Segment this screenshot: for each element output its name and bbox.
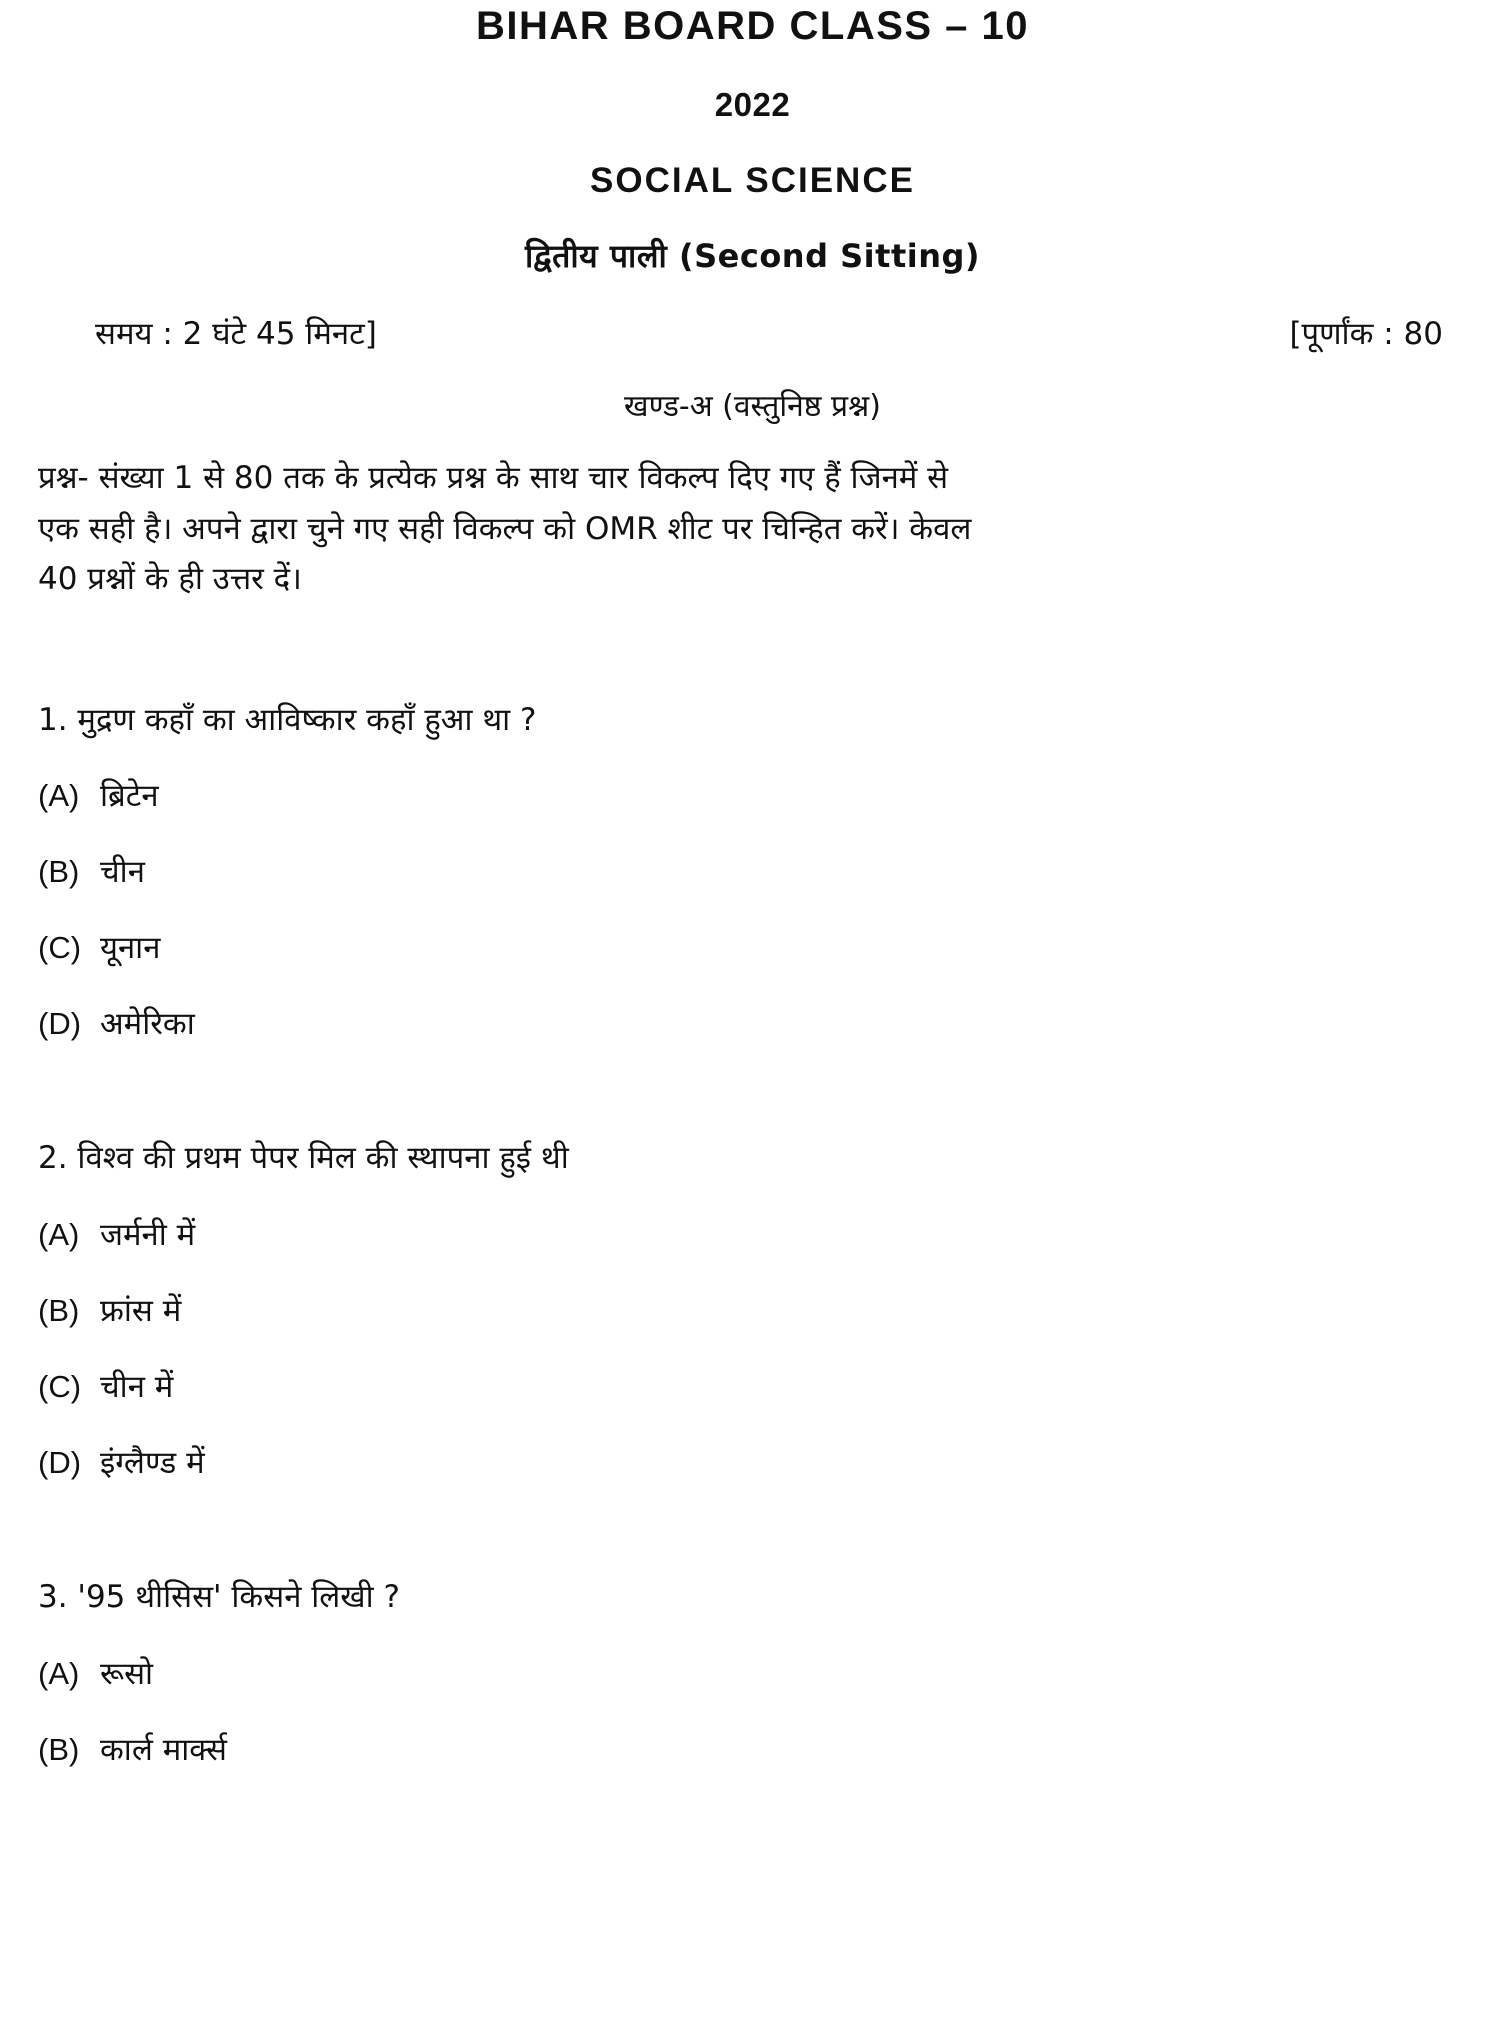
option-text: यूनान [100, 930, 161, 967]
option-key: (D) [38, 1445, 82, 1481]
option-item[interactable] [38, 1693, 1475, 1769]
question-block [38, 605, 1475, 1044]
option-item[interactable] [38, 1617, 1475, 1693]
option-item[interactable] [38, 1254, 1475, 1330]
option-text: अमेरिका [100, 1006, 195, 1043]
exam-sitting: द्वितीय पाली (Second Sitting) [524, 237, 981, 275]
option-text: इंग्लैण्ड में [100, 1445, 205, 1482]
option-key: (D) [38, 1006, 82, 1042]
instruction-line-1: प्रश्न- संख्या 1 से 80 तक के प्रत्येक प्रश्न के साथ चार विकल्प दिए गए हैं जिनमें से [38, 460, 949, 496]
option-text: चीन [100, 853, 145, 890]
question-block [38, 1043, 1475, 1482]
page-title: BIHAR BOARD CLASS – 10 [475, 4, 1030, 48]
option-text: कार्ल मार्क्स [100, 1731, 227, 1768]
option-item[interactable] [38, 1330, 1475, 1406]
option-text: जर्मनी में [100, 1216, 196, 1253]
instruction-line-2: एक सही है। अपने द्वारा चुने गए सही विकल्प को OMR शीट पर चिन्हित करें। केवल [38, 510, 972, 547]
option-list [38, 1617, 1475, 1769]
question-block [38, 1482, 1475, 1769]
option-item[interactable] [38, 815, 1475, 891]
instructions-paragraph [0, 425, 1505, 605]
option-text: ब्रिटेन [100, 777, 159, 814]
option-key: (B) [38, 1292, 80, 1328]
question-list [0, 605, 1505, 1769]
question-text: 3. '95 थीसिस' किसने लिखी ? [38, 1579, 401, 1616]
exam-year: 2022 [714, 86, 791, 123]
instruction-line-3: 40 प्रश्नों के ही उत्तर दें। [38, 561, 302, 598]
option-text: फ्रांस में [100, 1292, 182, 1329]
option-item[interactable] [38, 967, 1475, 1043]
question-text: 1. मुद्रण कहाँ का आविष्कार कहाँ हुआ था ? [38, 701, 537, 738]
exam-total-marks: [पूर्णांक : 80 [1289, 316, 1443, 352]
exam-duration: समय : 2 घंटे 45 मिनट] [95, 316, 377, 352]
section-heading: खण्ड-अ (वस्तुनिष्ठ प्रश्न) [624, 389, 881, 424]
option-key: (C) [38, 930, 82, 966]
option-key: (A) [38, 1216, 80, 1252]
option-item[interactable] [38, 739, 1475, 815]
exam-meta-row [0, 272, 1505, 354]
option-item[interactable] [38, 891, 1475, 967]
option-key: (C) [38, 1369, 82, 1405]
option-key: (B) [38, 853, 80, 889]
exam-subject: SOCIAL SCIENCE [590, 161, 915, 200]
paper-header [0, 0, 1505, 275]
option-list [38, 739, 1475, 1044]
option-text: चीन में [100, 1369, 174, 1406]
option-key: (B) [38, 1731, 80, 1767]
option-key: (A) [38, 777, 80, 813]
option-text: रूसो [100, 1655, 154, 1692]
option-key: (A) [38, 1655, 80, 1691]
option-item[interactable] [38, 1178, 1475, 1254]
option-item[interactable] [38, 1406, 1475, 1482]
question-text: 2. विश्व की प्रथम पेपर मिल की स्थापना हुई थी [38, 1140, 569, 1177]
option-list [38, 1178, 1475, 1483]
